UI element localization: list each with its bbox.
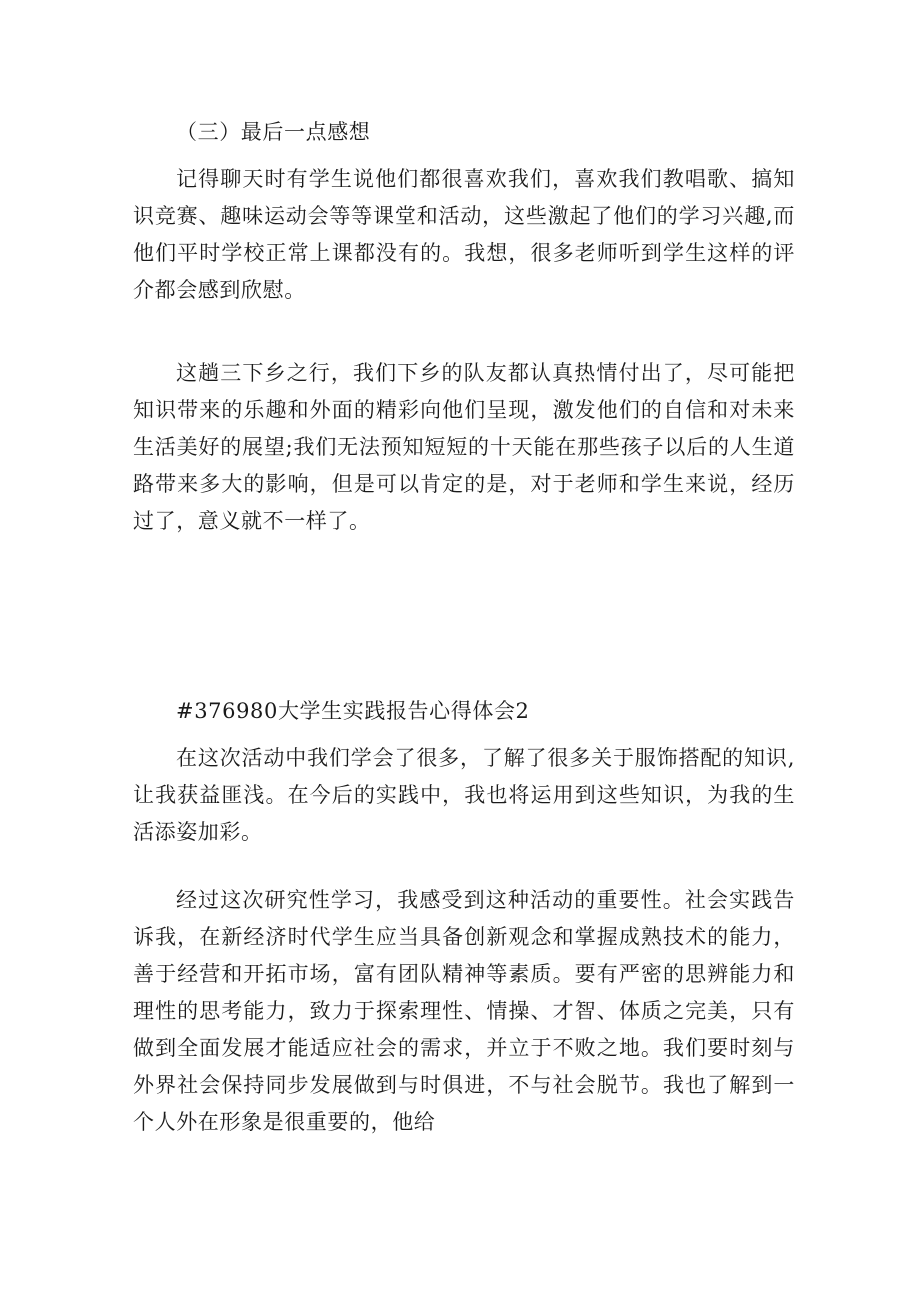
body-paragraph: 经过这次研究性学习，我感受到这种活动的重要性。社会实践告诉我，在新经济时代学生应当具备创新观念和掌握成熟技术的能力，善于经营和开拓市场，富有团队精神等素质。要有严密的思辨能力和理性的思考能力，致力于探索理性、情操、才智、体质之完美，只有做到全面发展才能适应社会的需求，并立于不败之地。我们要时刻与外界社会保持同步发展做到与时俱进，不与社会脱节。我也了解到一个人外在形象是很重要的，他给 [133,888,795,1134]
body-paragraph: 这趟三下乡之行，我们下乡的队友都认真热情付出了，尽可能把知识带来的乐趣和外面的精彩向他们呈现，激发他们的自信和对未来生活美好的展望;我们无法预知短短的十天能在那些孩子以后的人生道路带来多大的影响，但是可以肯定的是，对于老师和学生来说，经历过了，意义就不一样了。 [133,361,795,533]
body-paragraph: 在这次活动中我们学会了很多，了解了很多关于服饰搭配的知识,让我获益匪浅。在今后的实践中，我也将运用到这些知识，为我的生活添姿加彩。 [133,746,795,844]
body-paragraph: 记得聊天时有学生说他们都很喜欢我们，喜欢我们教唱歌、搞知识竞赛、趣味运动会等等课堂和活动，这些激起了他们的学习兴趣,而他们平时学校正常上课都没有的。我想，很多老师听到学生这样的评介都会感到欣慰。 [133,167,795,302]
section-heading: （三）最后一点感想 [176,120,371,144]
report-heading: #376980大学生实践报告心得体会2 [176,699,530,723]
